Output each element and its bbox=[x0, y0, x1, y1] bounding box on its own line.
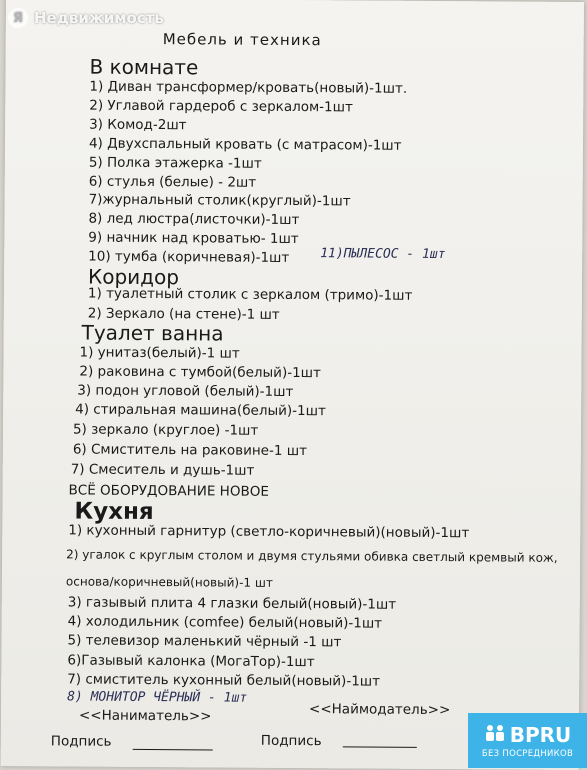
bpru-badge[interactable] bbox=[468, 713, 587, 768]
list-item: 4) стиральная машина(белый)-1шт bbox=[75, 401, 326, 420]
tenant-label: <<Наниматель>> bbox=[78, 707, 212, 725]
list-item: 6) Смиститель на раковине-1 шт bbox=[72, 441, 308, 460]
badge-subtitle: БЕЗ ПОСРЕДНИКОВ bbox=[481, 748, 574, 759]
handwritten-item: 11)ПЫЛЕСОС - 1шт bbox=[320, 246, 446, 263]
section-heading-bath: Туалет ванна bbox=[81, 320, 224, 346]
list-item: 1) Диван трансформер/кровать(новый)-1шт. bbox=[89, 78, 408, 97]
list-item: 1) туалетный столик с зеркалом (тримо)-1шт bbox=[87, 285, 413, 304]
list-item: 1) унитаз(белый)-1 шт bbox=[79, 344, 240, 362]
signature-line-tenant bbox=[133, 749, 213, 751]
list-item: 4) Двухспальный кровать (с матрасом)-1шт bbox=[88, 135, 402, 154]
section-heading-kitchen: Кухня bbox=[74, 498, 154, 526]
signature-label-tenant: Подпись bbox=[50, 733, 112, 750]
list-item: 4) холодильник (comfee) белый(новый)-1шт bbox=[67, 613, 383, 632]
list-item: 6)Газывый калонка (МогаТор)-1шт bbox=[67, 652, 315, 671]
list-item: 10) тумба (коричневая)-1шт bbox=[88, 248, 290, 266]
list-item: основа/коричневый(новый)-1 шт bbox=[65, 574, 273, 590]
landlord-label: <<Наймодатель>> bbox=[308, 701, 451, 719]
list-item: 1) кухонный гарнитур (светло-коричневый)(новый)-1шт bbox=[68, 522, 470, 542]
list-item: 7) смиститель кухонный белый(новый)-1шт bbox=[67, 671, 381, 690]
badge-brand: BPRU bbox=[509, 723, 572, 747]
list-item: 5) телевизор маленький чёрный -1 шт bbox=[67, 632, 342, 651]
signature-line-landlord bbox=[343, 746, 417, 748]
list-item: 5) Полка этажерка -1шт bbox=[88, 154, 262, 172]
list-item: 3) подон угловой (белый)-1шт bbox=[77, 382, 294, 400]
watermark-text: Недвижимость bbox=[34, 9, 164, 27]
list-item: 8) лед люстра(листочки)-1шт bbox=[88, 210, 300, 229]
list-item: 7) Смеситель и душь-1шт bbox=[70, 461, 255, 479]
list-item: 2) угалок с круглым столом и двумя стульями обивка светлый кремвый кож, bbox=[66, 547, 558, 565]
list-item: 2) Зеркало (на стене)-1 шт bbox=[87, 305, 280, 323]
list-item: 6) стулья (белые) - 2шт bbox=[88, 173, 257, 191]
section-heading-room: В комнате bbox=[89, 54, 199, 80]
list-item: 9) начник над кроватью- 1шт bbox=[88, 229, 299, 248]
list-item: 3) Комод-2шт bbox=[89, 116, 187, 134]
list-item: 5) зеркало (круглое) -1шт bbox=[72, 421, 259, 439]
all-new-note: ВСЁ ОБОРУДОВАНИЕ НОВОЕ bbox=[68, 482, 269, 500]
watermark-logo-icon: Я bbox=[8, 8, 28, 28]
people-icon bbox=[484, 723, 506, 748]
list-item: 2) раковина с тумбой(белый)-1шт bbox=[79, 363, 321, 382]
list-item: 3) газывый плита 4 глазки белый(новый)-1шт bbox=[67, 594, 397, 613]
section-heading-corridor: Коридор bbox=[87, 264, 180, 290]
watermark-logo bbox=[8, 8, 164, 28]
handwritten-item: 8) МОНИТОР ЧЁРНЫЙ - 1шт bbox=[67, 689, 248, 706]
signature-label-landlord: Подпись bbox=[260, 732, 322, 750]
document-sheet bbox=[1, 0, 584, 770]
list-item: 2) Углавой гардероб с зеркалом-1шт bbox=[89, 97, 353, 116]
list-item: 7)журнальный столик(круглый)-1шт bbox=[88, 191, 351, 210]
doc-title: Мебель и техника bbox=[162, 30, 322, 50]
